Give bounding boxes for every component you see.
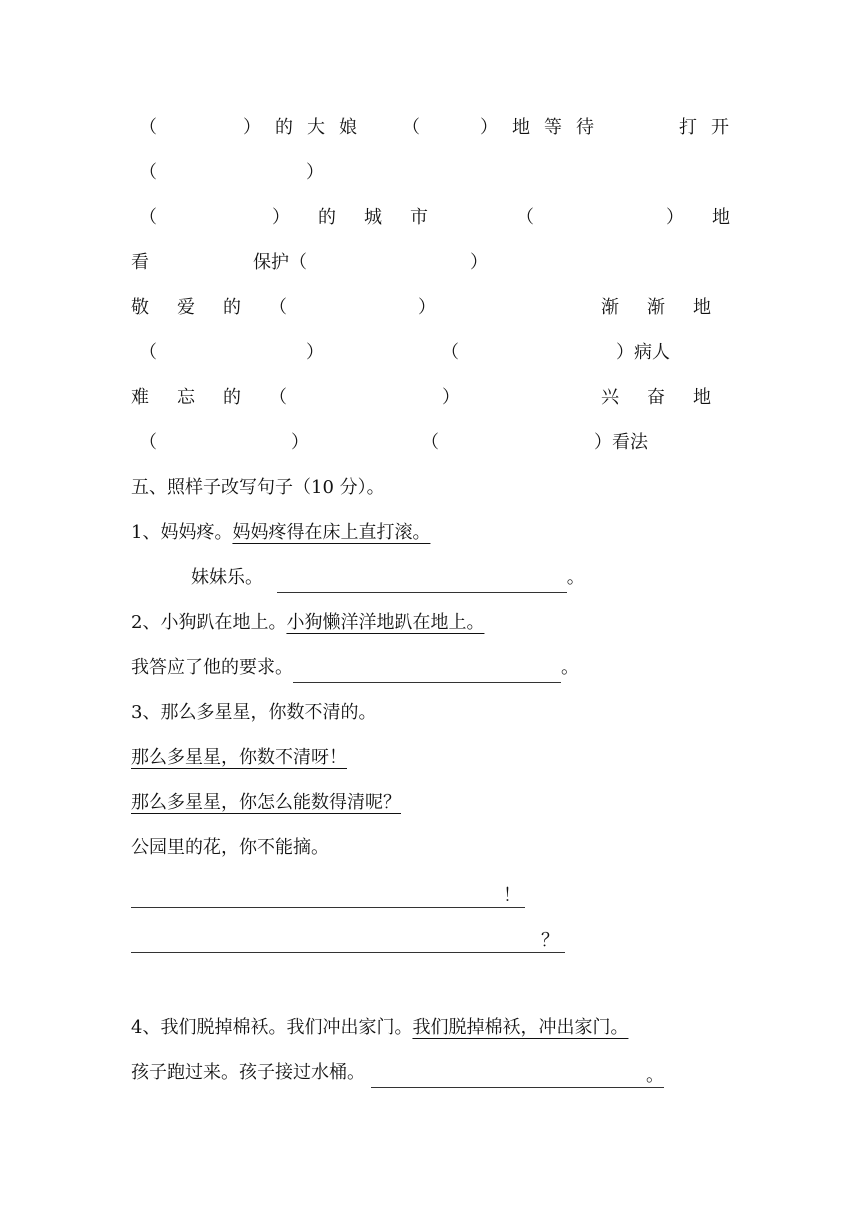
q3-example-1: 那么多星星，你数不清呀！: [131, 747, 347, 768]
q3-example-2: 那么多星星，你怎么能数得清呢？: [131, 792, 401, 813]
row1-open-paren-1: （: [139, 117, 157, 138]
q4-prompt: 4、我们脱掉棉袄。我们冲出家门。: [131, 1017, 413, 1038]
row6-open-paren-1: （: [139, 342, 157, 363]
q3-example-1-line: [131, 743, 721, 773]
q1-task-line: [131, 563, 721, 593]
q3-example-2-line: [131, 788, 721, 818]
q3-answer-blank-1[interactable]: [131, 885, 503, 908]
row1-word-da-niang: ）的大娘: [243, 117, 371, 138]
q2-task: 我答应了他的要求。: [131, 657, 293, 678]
q2-answer-blank[interactable]: [293, 660, 561, 683]
q4-task: 孩子跑过来。孩子接过水桶。: [131, 1062, 365, 1083]
q3-end-1: ！: [503, 885, 525, 908]
q2-example: 小狗懒洋洋地趴在地上。: [286, 612, 485, 633]
q2-prompt: 2、小狗趴在地上。: [131, 612, 287, 633]
q1-answer-blank[interactable]: [277, 570, 567, 593]
row4-close-paren: ）: [470, 252, 488, 273]
q2-end: 。: [561, 657, 579, 678]
row8-close-paren-1: ）: [291, 432, 309, 453]
q4-line: [131, 1013, 721, 1043]
row1-word-deng-dai: ）地等待: [480, 117, 608, 138]
q1-task: 妹妹乐。: [191, 567, 263, 588]
row5-close-paren: ）: [418, 297, 436, 318]
q1-example: 妈妈疼得在床上直打滚。: [232, 522, 431, 543]
row3-word-cheng-shi: ）的城市: [272, 207, 456, 228]
q1-line: [131, 518, 721, 548]
row3-open-paren-2: （: [516, 207, 534, 228]
row8-open-paren-2: （: [421, 432, 439, 453]
row3-word-di: ）地: [666, 207, 758, 228]
row4-word-bao-hu: 保护（: [253, 252, 307, 273]
row4-word-kan: 看: [131, 252, 149, 273]
row6-open-paren-2: （: [441, 342, 459, 363]
q4-example: 我们脱掉棉袄，冲出家门。: [412, 1017, 629, 1038]
row3-open-paren-1: （: [139, 207, 157, 228]
q2-task-line: [131, 653, 721, 683]
q3-answer-blank-2[interactable]: [131, 930, 541, 953]
row8-word-kan-fa: ）看法: [594, 432, 648, 453]
section5-heading: 五、照样子改写句子（10 分）。: [131, 477, 385, 498]
row6-word-bing-ren: ）病人: [616, 342, 670, 363]
q4-task-line: [131, 1058, 721, 1088]
row5-word-jian-jian: 渐渐地: [601, 297, 739, 318]
q2-line: [131, 608, 721, 638]
q3-line: 3、那么多星星，你数不清的。: [131, 702, 377, 723]
q1-end: 。: [566, 567, 585, 588]
row2-open-paren: （: [139, 162, 157, 183]
row6-close-paren-1: ）: [306, 342, 324, 363]
q3-end-2: ？: [541, 930, 565, 953]
row2-close-paren: ）: [306, 162, 324, 183]
q1-prompt: 1、妈妈疼。: [131, 522, 233, 543]
row1-word-da-kai: 打开: [679, 117, 743, 138]
row7-word-xing-fen: 兴奋地: [601, 387, 739, 408]
row8-open-paren-1: （: [139, 432, 157, 453]
row7-word-nan-wang: 难忘的（: [131, 387, 315, 408]
q3-answer-line-1: [131, 878, 721, 908]
q3-answer-line-2: [131, 923, 721, 953]
row7-close-paren: ）: [442, 387, 460, 408]
q4-end: 。: [646, 1065, 664, 1086]
q3-task: 公园里的花，你不能摘。: [131, 837, 329, 858]
q4-answer-blank[interactable]: [371, 1065, 646, 1088]
row5-word-jing-ai: 敬爱的（: [131, 297, 315, 318]
row1-open-paren-2: （: [402, 117, 420, 138]
